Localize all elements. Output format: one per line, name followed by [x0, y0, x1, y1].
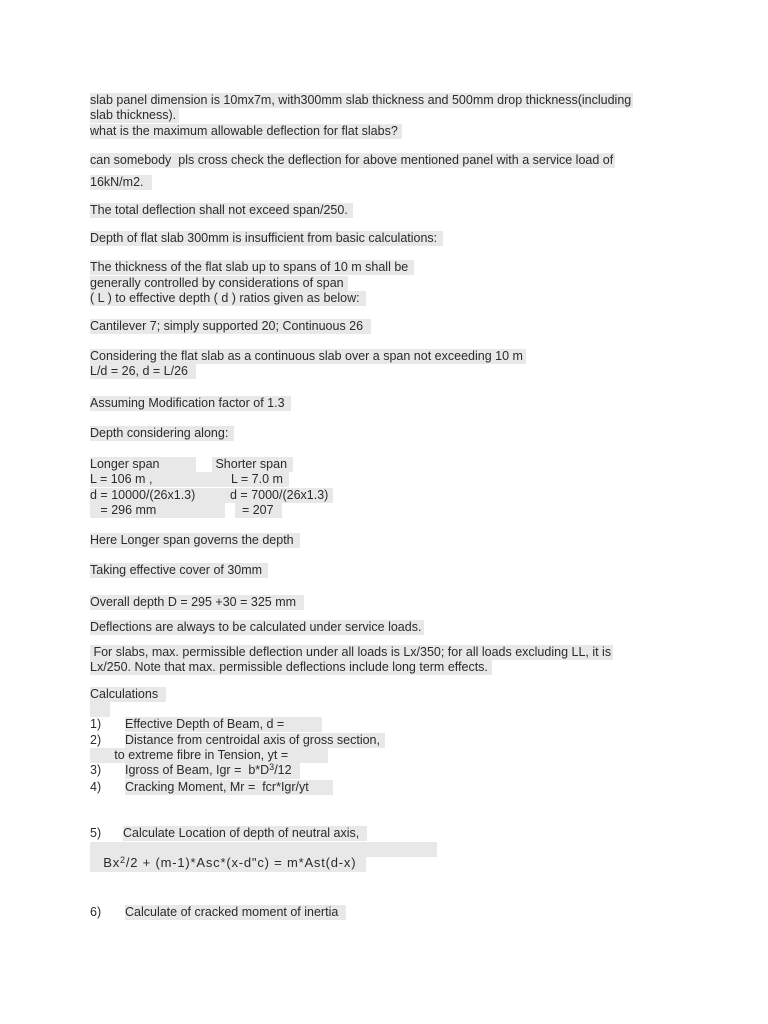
text-run: Longer span: [90, 456, 160, 471]
text-run: 5): [90, 826, 102, 841]
text-line: [90, 396, 690, 411]
text-run: Effective Depth of Beam, d =: [125, 717, 285, 732]
text-line: [90, 620, 690, 635]
spacer: [90, 411, 690, 426]
text-segment: [90, 93, 633, 108]
text-line: [90, 533, 690, 548]
text-line: [90, 717, 690, 732]
text-segment: [90, 319, 371, 334]
text-run: 2): [90, 732, 102, 747]
text-run: L = 7.0 m: [224, 472, 283, 487]
text-line: [90, 645, 690, 660]
text-segment: [90, 533, 300, 548]
text-run: = 296 mm: [90, 503, 157, 518]
text-run: 1): [90, 717, 102, 732]
text-line: [90, 349, 690, 364]
text-segment: [212, 457, 293, 472]
text-segment: [90, 687, 166, 702]
text-segment: [90, 349, 526, 364]
text-segment: [90, 702, 110, 717]
text-run: For slabs, max. permissible deflection under all loads is Lx/350; for all loads excluding LL, it is: [90, 644, 612, 659]
text-run: 6): [90, 904, 102, 919]
text-segment: [90, 108, 179, 123]
text-run: 4): [90, 779, 102, 794]
text-segment: [125, 733, 385, 748]
text-run: d = 7000/(26x1.3): [230, 487, 329, 502]
text-run: ( L ) to effective depth ( d ) ratios given as below:: [90, 291, 360, 306]
text-segment: [125, 763, 300, 779]
text-line: [90, 563, 690, 578]
text-segment: [125, 717, 322, 732]
text-line: [90, 175, 690, 190]
text-run: Here Longer span governs the depth: [90, 532, 294, 547]
text-segment: [90, 733, 101, 748]
text-run: can somebody pls cross check the deflection for above mentioned panel with a service load of: [90, 153, 614, 168]
spacer: [90, 190, 690, 203]
text-run: [90, 842, 93, 856]
text-run: /12: [274, 763, 292, 778]
text-line: [90, 660, 690, 675]
text-run: The thickness of the flat slab up to spans of 10 m shall be: [90, 260, 409, 275]
text-segment: [90, 620, 424, 635]
spacer: [90, 548, 690, 563]
text-line: [90, 457, 690, 472]
text-line: [90, 291, 690, 306]
text-line: [90, 702, 690, 715]
text-run: Calculate of cracked moment of inertia: [125, 904, 339, 919]
text-line: [90, 319, 690, 334]
text-line: [90, 472, 690, 487]
spacer: [90, 218, 690, 231]
spacer: [90, 247, 690, 261]
text-segment: [90, 503, 225, 518]
spacer: [90, 872, 690, 905]
text-run: The total deflection shall not exceed span/250.: [90, 202, 348, 217]
text-run: slab panel dimension is 10mx7m, with300mm slab thickness and 500mm drop thickness(including: [90, 93, 632, 107]
text-segment: [90, 291, 366, 306]
text-run: Shorter span: [212, 456, 288, 471]
text-segment: [90, 826, 101, 841]
spacer: [90, 635, 690, 645]
text-run: L/d = 26, d = L/26: [90, 364, 188, 379]
text-line: [90, 124, 690, 139]
text-line: [90, 905, 690, 920]
text-segment: [90, 426, 234, 441]
text-run: 16kN/m2.: [90, 174, 144, 189]
spacer: [90, 579, 690, 595]
text-segment: [90, 396, 291, 411]
text-segment: [90, 231, 443, 246]
text-run: slab thickness).: [90, 108, 177, 123]
text-segment: [90, 563, 268, 578]
text-run: Distance from centroidal axis of gross section,: [125, 732, 380, 747]
text-segment: [90, 595, 304, 610]
spacer: [90, 380, 690, 396]
text-line: [90, 503, 690, 518]
text-segment: [90, 763, 101, 778]
text-line: [90, 364, 690, 379]
text-segment: [123, 826, 367, 841]
text-line: [90, 842, 690, 855]
text-segment: [90, 488, 230, 503]
text-line: [90, 733, 690, 748]
text-run: Cracking Moment, Mr = fcr*Igr/yt: [125, 779, 309, 794]
text-line: [90, 595, 690, 610]
text-run: /2 + (m-1)*Asc*(x-d"c) = m*Ast(d-x): [125, 854, 357, 870]
text-segment: [90, 175, 152, 190]
text-line: [90, 687, 690, 702]
text-run: d = 10000/(26x1.3): [90, 487, 196, 502]
text-run: to extreme fibre in Tension, yt =: [90, 747, 289, 762]
text-segment: [90, 645, 613, 660]
text-segment: [90, 855, 366, 872]
text-run: Depth considering along:: [90, 425, 229, 440]
superscript: 2: [120, 854, 126, 865]
spacer: [90, 610, 690, 620]
text-run: [90, 702, 93, 716]
text-run: = 207: [235, 503, 274, 518]
text-line: [90, 93, 690, 108]
text-segment: [90, 748, 328, 763]
text-line: [90, 108, 690, 123]
text-line: [90, 231, 690, 246]
text-segment: [90, 153, 615, 168]
text-line: [90, 826, 690, 841]
text-run: Cantilever 7; simply supported 20; Continuous 26: [90, 319, 364, 334]
text-line: [90, 276, 690, 291]
text-segment: [90, 276, 348, 291]
text-run: Lx/250. Note that max. permissible deflections include long term effects.: [90, 660, 488, 675]
text-run: Taking effective cover of 30mm: [90, 563, 263, 578]
text-segment: [230, 488, 333, 503]
text-segment: [90, 905, 101, 920]
text-segment: [125, 780, 333, 795]
text-segment: [90, 260, 414, 275]
text-run: Igross of Beam, Igr = b*D: [125, 763, 270, 778]
text-line: [90, 763, 690, 780]
text-segment: [90, 124, 402, 139]
text-run: Depth of flat slab 300mm is insufficient from basic calculations:: [90, 231, 438, 246]
text-run: Overall depth D = 295 +30 = 325 mm: [90, 594, 297, 609]
text-line: [90, 426, 690, 441]
text-run: Calculate Location of depth of neutral axis,: [123, 826, 360, 841]
text-segment: [90, 457, 196, 472]
text-segment: [224, 472, 289, 487]
document-content: [90, 93, 690, 920]
spacer: [90, 441, 690, 457]
text-segment: [125, 905, 346, 920]
text-run: Assuming Modification factor of 1.3: [90, 395, 285, 410]
text-segment: [90, 660, 492, 675]
text-line: [90, 780, 690, 795]
spacer: [90, 306, 690, 319]
spacer: [90, 518, 690, 533]
text-line: [90, 260, 690, 275]
superscript: 3: [269, 762, 275, 773]
text-run: 3): [90, 763, 102, 778]
text-line: [90, 203, 690, 218]
text-segment: [235, 503, 282, 518]
spacer: [90, 335, 690, 349]
text-run: L = 106 m ,: [90, 472, 153, 487]
spacer: [90, 139, 690, 153]
spacer: [90, 676, 690, 687]
text-line: [90, 748, 690, 763]
text-segment: [90, 203, 353, 218]
spacer: [90, 795, 690, 826]
text-segment: [90, 780, 101, 795]
text-line: [90, 153, 690, 168]
text-segment: [90, 717, 101, 732]
text-line: [90, 488, 690, 503]
text-run: Deflections are always to be calculated under service loads.: [90, 619, 422, 634]
text-run: Calculations: [90, 686, 159, 701]
text-segment: [90, 472, 224, 487]
text-line: [90, 855, 690, 872]
text-run: what is the maximum allowable deflection for flat slabs?: [90, 123, 398, 138]
text-run: generally controlled by considerations of span: [90, 275, 344, 290]
text-run: Bx: [90, 854, 121, 870]
text-run: Considering the flat slab as a continuous slab over a span not exceeding 10 m: [90, 348, 523, 363]
text-segment: [90, 364, 196, 379]
